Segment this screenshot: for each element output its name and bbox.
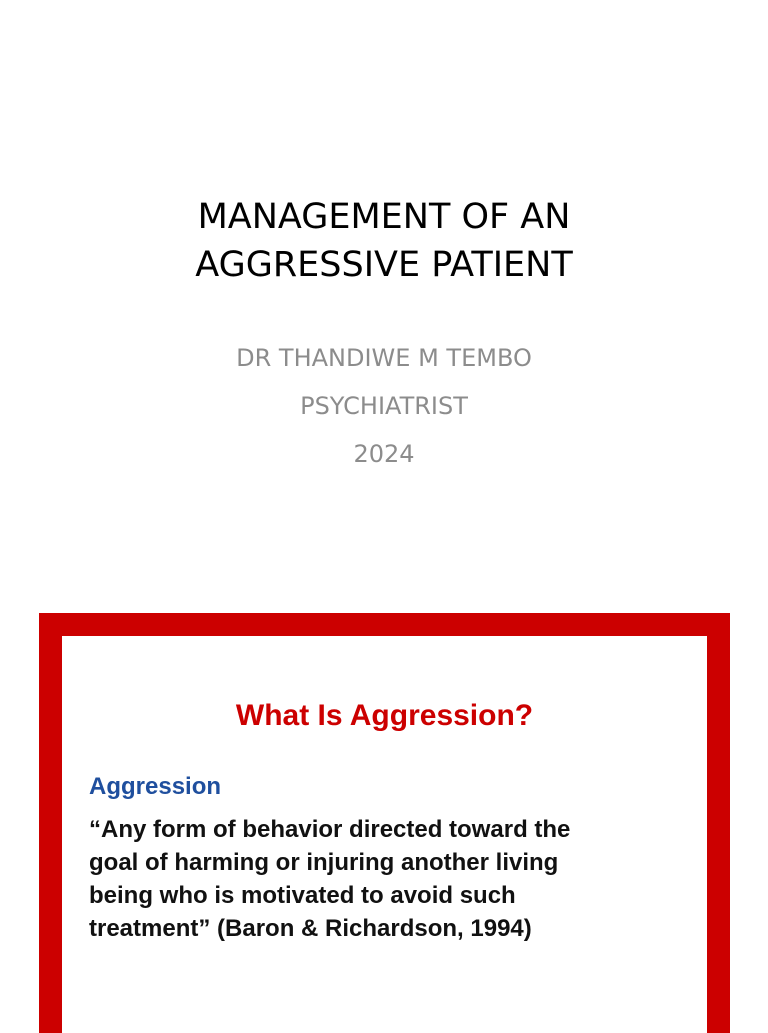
- slide-heading: What Is Aggression?: [235, 699, 534, 732]
- definition-line: “Any form of behavior directed toward the: [89, 816, 571, 843]
- title-line: MANAGEMENT OF AN: [197, 197, 571, 237]
- presentation-title: [0, 193, 768, 289]
- definition-line: goal of harming or injuring another living: [89, 849, 559, 876]
- term-label: Aggression: [89, 773, 222, 800]
- definition-quote: [89, 813, 689, 945]
- definition-slide: [39, 613, 730, 1033]
- author-role: PSYCHIATRIST: [300, 392, 468, 420]
- author-name: DR THANDIWE M TEMBO: [236, 344, 532, 372]
- title-line: AGGRESSIVE PATIENT: [195, 245, 573, 285]
- definition-line: being who is motivated to avoid such: [89, 882, 516, 909]
- definition-line: treatment” (Baron & Richardson, 1994): [89, 915, 532, 942]
- presentation-year: 2024: [353, 440, 415, 468]
- presentation-subtitle: [0, 334, 768, 478]
